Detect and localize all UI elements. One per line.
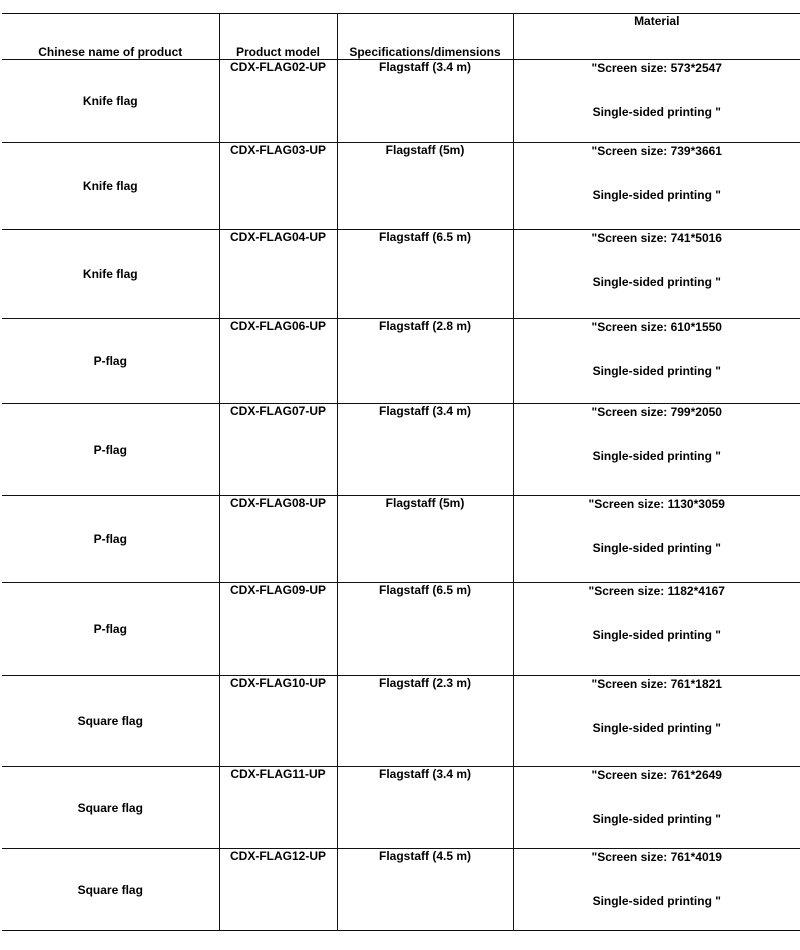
screen-size-text: "Screen size: 573*2547 [591,61,722,75]
header-row [2,14,800,60]
material-cell [513,404,800,496]
product-model-cell: CDX-FLAG02-UP [219,60,337,143]
printing-text: Single-sided printing " [592,721,721,735]
screen-size-text: "Screen size: 739*3661 [591,144,722,158]
product-spec-cell: Flagstaff (5m) [337,496,513,583]
screen-size-text: "Screen size: 1130*3059 [588,497,725,511]
material-cell [513,60,800,143]
material-cell [513,583,800,676]
product-name-cell: P-flag [2,319,219,404]
product-spec-cell: Flagstaff (4.5 m) [337,849,513,931]
product-spec-cell: Flagstaff (3.4 m) [337,404,513,496]
table-row [2,767,800,849]
table-row [2,230,800,319]
product-name-cell: P-flag [2,583,219,676]
table-row [2,319,800,404]
table-row [2,676,800,767]
product-name-cell: Knife flag [2,143,219,230]
product-model-cell: CDX-FLAG11-UP [219,767,337,849]
product-spec-cell: Flagstaff (6.5 m) [337,583,513,676]
printing-text: Single-sided printing " [592,105,721,119]
printing-text: Single-sided printing " [592,541,721,555]
screen-size-text: "Screen size: 1182*4167 [588,584,725,598]
printing-text: Single-sided printing " [592,449,721,463]
product-spec-cell: Flagstaff (3.4 m) [337,767,513,849]
table-row [2,404,800,496]
header-specifications: Specifications/dimensions [337,14,513,60]
material-cell [513,319,800,404]
product-spec-cell: Flagstaff (5m) [337,143,513,230]
printing-text: Single-sided printing " [592,628,721,642]
product-model-cell: CDX-FLAG04-UP [219,230,337,319]
table-row [2,143,800,230]
header-chinese-name: Chinese name of product [2,14,219,60]
table-row [2,496,800,583]
screen-size-text: "Screen size: 741*5016 [591,231,722,245]
printing-text: Single-sided printing " [592,188,721,202]
screen-size-text: "Screen size: 610*1550 [591,320,722,334]
screen-size-text: "Screen size: 799*2050 [591,405,722,419]
material-cell [513,143,800,230]
product-name-cell: Knife flag [2,60,219,143]
table-row [2,849,800,931]
product-model-cell: CDX-FLAG07-UP [219,404,337,496]
product-model-cell: CDX-FLAG08-UP [219,496,337,583]
product-spec-cell: Flagstaff (3.4 m) [337,60,513,143]
product-name-cell: P-flag [2,496,219,583]
table-row [2,60,800,143]
product-model-cell: CDX-FLAG06-UP [219,319,337,404]
screen-size-text: "Screen size: 761*2649 [591,768,722,782]
material-cell [513,767,800,849]
screen-size-text: "Screen size: 761*1821 [591,677,722,691]
material-cell [513,849,800,931]
product-name-cell: Square flag [2,676,219,767]
product-model-cell: CDX-FLAG03-UP [219,143,337,230]
header-material: Material [513,14,800,60]
material-cell [513,496,800,583]
printing-text: Single-sided printing " [592,894,721,908]
product-spec-cell: Flagstaff (2.3 m) [337,676,513,767]
product-model-cell: CDX-FLAG09-UP [219,583,337,676]
printing-text: Single-sided printing " [592,275,721,289]
table-row [2,583,800,676]
material-cell [513,230,800,319]
printing-text: Single-sided printing " [592,812,721,826]
product-model-cell: CDX-FLAG10-UP [219,676,337,767]
material-cell [513,676,800,767]
printing-text: Single-sided printing " [592,364,721,378]
product-name-cell: Square flag [2,849,219,931]
product-model-cell: CDX-FLAG12-UP [219,849,337,931]
product-spec-table [2,13,800,931]
screen-size-text: "Screen size: 761*4019 [591,850,722,864]
header-product-model: Product model [219,14,337,60]
product-name-cell: Knife flag [2,230,219,319]
product-spec-cell: Flagstaff (6.5 m) [337,230,513,319]
product-spec-cell: Flagstaff (2.8 m) [337,319,513,404]
product-name-cell: Square flag [2,767,219,849]
product-name-cell: P-flag [2,404,219,496]
